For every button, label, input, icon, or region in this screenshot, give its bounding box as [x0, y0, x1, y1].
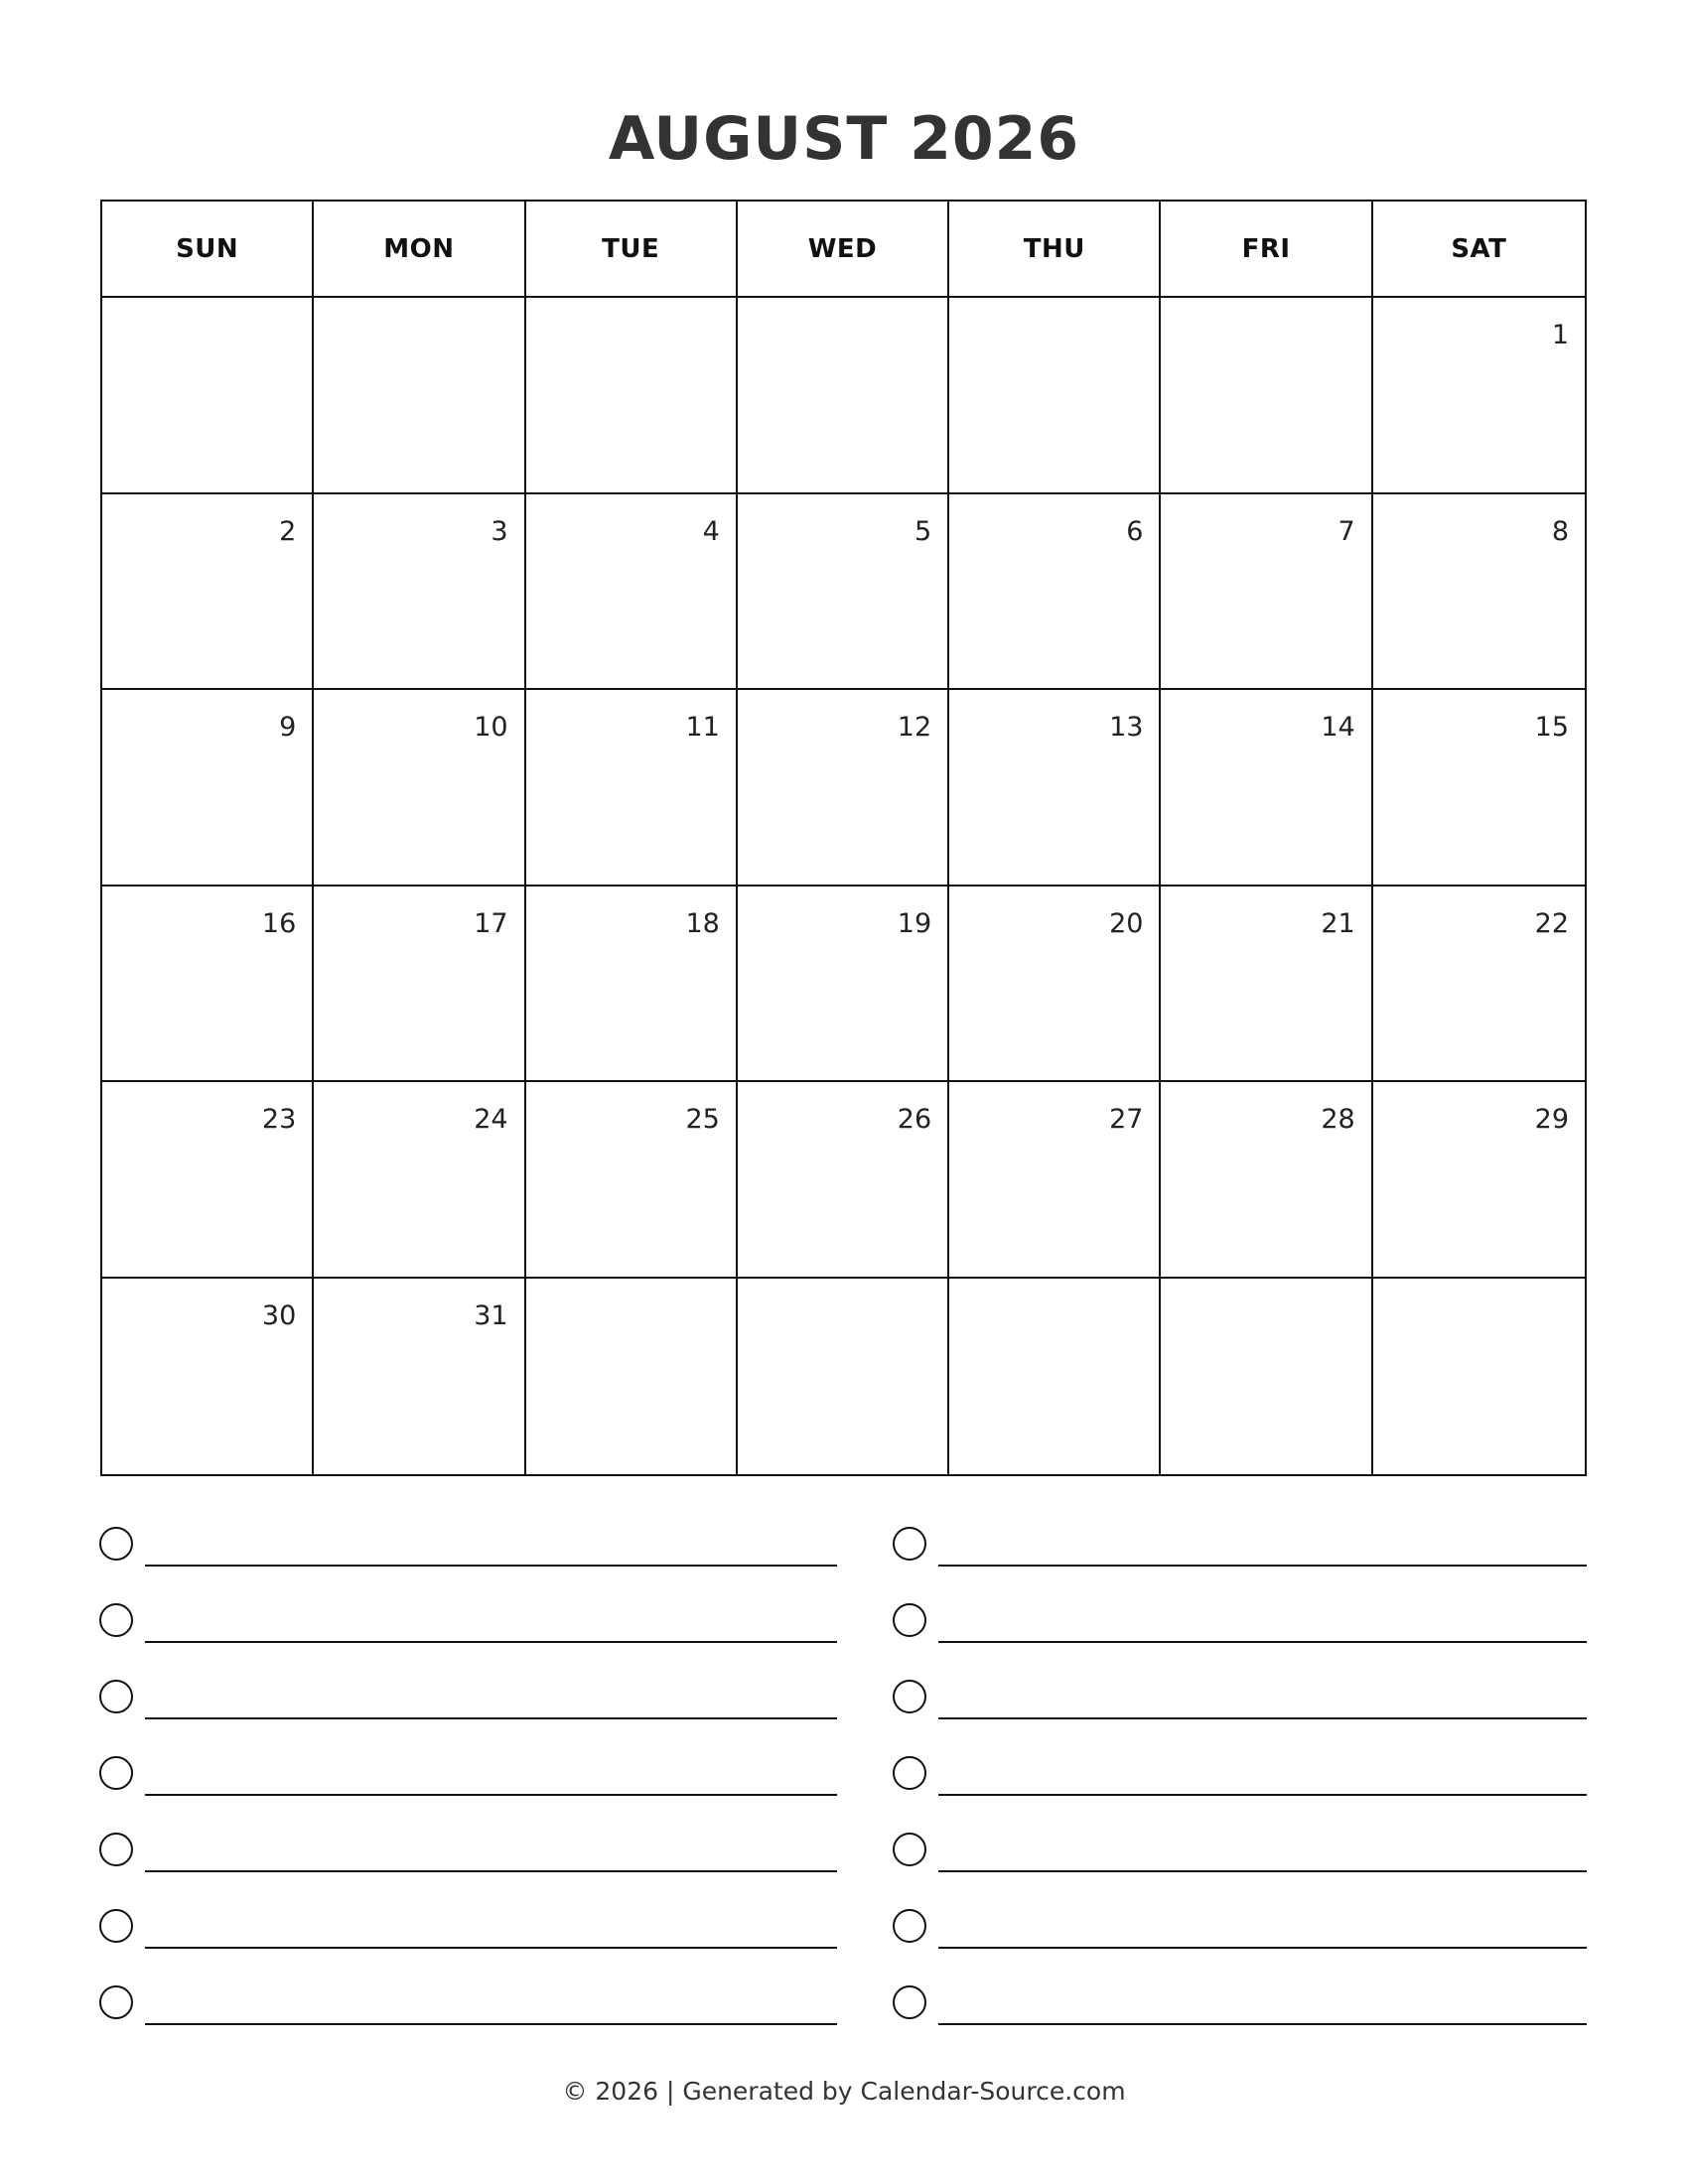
weekday-header-sun: SUN: [102, 202, 314, 298]
checkbox-circle[interactable]: [893, 1680, 926, 1713]
day-cell[interactable]: [314, 690, 525, 887]
day-cell[interactable]: [949, 1279, 1161, 1475]
day-number: 19: [897, 907, 932, 939]
day-number: 31: [474, 1299, 508, 1331]
day-cell[interactable]: [949, 887, 1161, 1083]
day-number: 21: [1321, 907, 1355, 939]
day-cell[interactable]: [314, 1279, 525, 1475]
checklist-left: [99, 1527, 837, 2043]
write-line[interactable]: [938, 1565, 1587, 1567]
write-line[interactable]: [938, 1794, 1587, 1796]
checklist-item: [893, 1527, 1587, 1603]
checkbox-circle[interactable]: [99, 1985, 133, 2019]
day-cell[interactable]: [738, 298, 949, 494]
day-number: 9: [279, 712, 297, 743]
day-number: 25: [685, 1104, 720, 1135]
write-line[interactable]: [938, 1870, 1587, 1872]
checklist-item: [893, 1833, 1587, 1909]
day-cell[interactable]: [314, 494, 525, 691]
checklist-right: [893, 1527, 1587, 2043]
day-cell[interactable]: [314, 887, 525, 1083]
checkbox-circle[interactable]: [893, 1527, 926, 1561]
checklist-item: [99, 1833, 837, 1909]
day-number: 5: [914, 515, 932, 547]
day-cell[interactable]: [1373, 690, 1585, 887]
day-cell[interactable]: [526, 1082, 738, 1279]
write-line[interactable]: [938, 1641, 1587, 1643]
checklist-item: [99, 1909, 837, 1985]
day-number: 4: [702, 515, 720, 547]
day-number: 12: [897, 712, 932, 743]
day-cell[interactable]: [526, 887, 738, 1083]
checklist-item: [893, 1603, 1587, 1680]
day-number: 2: [279, 515, 297, 547]
day-cell[interactable]: [102, 1279, 314, 1475]
write-line[interactable]: [145, 1717, 837, 1719]
day-cell[interactable]: [738, 690, 949, 887]
day-number: 6: [1126, 515, 1144, 547]
write-line[interactable]: [145, 1794, 837, 1796]
day-cell[interactable]: [102, 298, 314, 494]
day-number: 28: [1321, 1104, 1355, 1135]
write-line[interactable]: [145, 2023, 837, 2025]
day-number: 1: [1551, 320, 1569, 350]
day-number: 30: [261, 1299, 297, 1331]
day-cell[interactable]: [102, 690, 314, 887]
day-cell[interactable]: [526, 298, 738, 494]
checklist-item: [99, 1756, 837, 1833]
checklist-item: [893, 1756, 1587, 1833]
checklist-item: [99, 1527, 837, 1603]
checklist-item: [893, 1680, 1587, 1756]
weekday-header-wed: WED: [738, 202, 949, 298]
checkbox-circle[interactable]: [893, 1833, 926, 1866]
day-cell[interactable]: [526, 1279, 738, 1475]
day-number: 29: [1534, 1104, 1569, 1135]
day-cell[interactable]: [102, 1082, 314, 1279]
day-cell[interactable]: [1373, 494, 1585, 691]
day-cell[interactable]: [314, 298, 525, 494]
day-number: 26: [897, 1104, 932, 1135]
write-line[interactable]: [938, 1947, 1587, 1949]
day-cell[interactable]: [738, 887, 949, 1083]
weekday-header-sat: SAT: [1373, 202, 1585, 298]
write-line[interactable]: [938, 1717, 1587, 1719]
checklist-item: [99, 1680, 837, 1756]
checklist-item: [893, 1985, 1587, 2062]
day-cell[interactable]: [1161, 494, 1372, 691]
footer-credit: © 2026 | Generated by Calendar-Source.com: [562, 2077, 1126, 2106]
day-cell[interactable]: [949, 298, 1161, 494]
day-cell[interactable]: [738, 1279, 949, 1475]
day-number: 20: [1109, 907, 1144, 939]
day-cell[interactable]: [1161, 887, 1372, 1083]
day-cell[interactable]: [949, 494, 1161, 691]
day-cell[interactable]: [1161, 298, 1372, 494]
weekday-header-tue: TUE: [526, 202, 738, 298]
day-number: 8: [1551, 515, 1569, 547]
day-number: 13: [1109, 712, 1144, 743]
day-cell[interactable]: [1373, 887, 1585, 1083]
day-number: 17: [474, 907, 508, 939]
weekday-header-mon: MON: [314, 202, 525, 298]
checkbox-circle[interactable]: [893, 1756, 926, 1790]
day-cell[interactable]: [1373, 1082, 1585, 1279]
weekday-header-fri: FRI: [1161, 202, 1372, 298]
write-line[interactable]: [145, 1565, 837, 1567]
day-number: 18: [685, 907, 720, 939]
checkbox-circle[interactable]: [99, 1527, 133, 1561]
day-cell[interactable]: [526, 690, 738, 887]
checkbox-circle[interactable]: [99, 1909, 133, 1943]
checklist-item: [99, 1985, 837, 2062]
day-cell[interactable]: [1161, 1279, 1372, 1475]
day-cell[interactable]: [1161, 690, 1372, 887]
day-number: 24: [474, 1104, 508, 1135]
checkbox-circle[interactable]: [893, 1603, 926, 1637]
weekday-header-thu: THU: [949, 202, 1161, 298]
checkbox-circle[interactable]: [893, 1985, 926, 2019]
day-number: 11: [685, 712, 720, 743]
day-number: 14: [1321, 712, 1355, 743]
day-cell[interactable]: [1161, 1082, 1372, 1279]
write-line[interactable]: [145, 1870, 837, 1872]
checklist-item: [893, 1909, 1587, 1985]
day-number: 15: [1534, 712, 1569, 743]
day-cell[interactable]: [738, 494, 949, 691]
day-cell[interactable]: [1373, 298, 1585, 494]
calendar-grid: [100, 200, 1587, 1476]
checkbox-circle[interactable]: [99, 1833, 133, 1866]
day-number: 3: [491, 515, 508, 547]
write-line[interactable]: [145, 1947, 837, 1949]
checkbox-circle[interactable]: [99, 1680, 133, 1713]
checkbox-circle[interactable]: [99, 1603, 133, 1637]
day-number: 27: [1109, 1104, 1144, 1135]
day-cell[interactable]: [526, 494, 738, 691]
day-number: 22: [1534, 907, 1569, 939]
write-line[interactable]: [145, 1641, 837, 1643]
day-cell[interactable]: [102, 887, 314, 1083]
day-cell[interactable]: [738, 1082, 949, 1279]
day-number: 23: [261, 1104, 297, 1135]
day-number: 10: [474, 712, 508, 743]
checkbox-circle[interactable]: [893, 1909, 926, 1943]
checkbox-circle[interactable]: [99, 1756, 133, 1790]
day-cell[interactable]: [102, 494, 314, 691]
page-title: AUGUST 2026: [608, 104, 1080, 174]
checklist-item: [99, 1603, 837, 1680]
day-cell[interactable]: [314, 1082, 525, 1279]
day-cell[interactable]: [949, 1082, 1161, 1279]
write-line[interactable]: [938, 2023, 1587, 2025]
day-cell[interactable]: [949, 690, 1161, 887]
day-cell[interactable]: [1373, 1279, 1585, 1475]
day-number: 16: [261, 907, 297, 939]
day-number: 7: [1337, 515, 1355, 547]
